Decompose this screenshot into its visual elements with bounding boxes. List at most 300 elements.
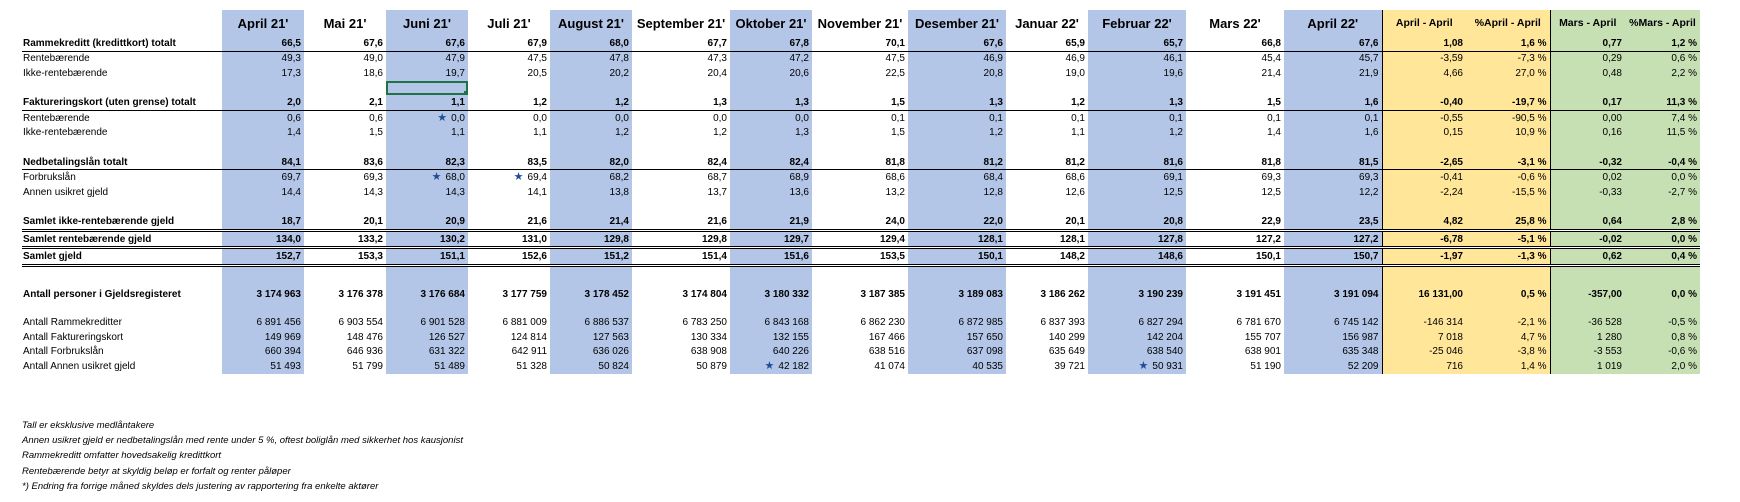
change-cell[interactable]: -0,55 xyxy=(1382,110,1466,125)
value-cell[interactable]: 67,6 xyxy=(304,36,386,51)
value-cell[interactable]: 12,2 xyxy=(1284,185,1382,200)
value-cell[interactable]: 83,5 xyxy=(468,155,550,170)
value-cell[interactable]: 67,9 xyxy=(468,36,550,51)
value-cell[interactable]: 69,3 xyxy=(1261,172,1281,184)
change-cell[interactable]: -3 553 xyxy=(1550,345,1625,360)
change-cell[interactable] xyxy=(1625,301,1700,316)
value-cell[interactable]: 21,9 xyxy=(730,214,812,230)
value-cell[interactable] xyxy=(1284,81,1382,96)
value-cell[interactable]: ★ 68,0 xyxy=(386,170,468,185)
value-cell[interactable]: 6 837 393 xyxy=(1040,317,1085,329)
value-cell[interactable]: 637 098 xyxy=(908,345,1006,360)
value-cell[interactable]: 13,7 xyxy=(707,186,727,198)
change-cell[interactable]: -0,4 % xyxy=(1625,155,1700,170)
value-cell[interactable]: 21,4 xyxy=(550,214,632,230)
value-cell[interactable]: 0,1 xyxy=(1267,112,1281,124)
change-cell[interactable] xyxy=(1382,81,1466,96)
value-cell[interactable]: 21,4 xyxy=(1261,67,1281,79)
value-cell[interactable]: 127,8 xyxy=(1088,230,1186,248)
month-header[interactable]: Juni 21' xyxy=(386,10,468,36)
value-cell[interactable] xyxy=(1088,81,1186,96)
value-cell[interactable]: 1,2 xyxy=(1006,95,1088,110)
value-cell[interactable]: 67,8 xyxy=(730,36,812,51)
value-cell[interactable]: 6 886 537 xyxy=(550,316,632,331)
value-cell[interactable] xyxy=(730,81,812,96)
value-cell[interactable] xyxy=(1284,140,1382,155)
value-cell[interactable]: 134,0 xyxy=(222,230,304,248)
value-cell[interactable]: 51 799 xyxy=(352,361,383,373)
value-cell[interactable]: 660 394 xyxy=(222,345,304,360)
change-cell[interactable]: 1,08 xyxy=(1382,36,1466,51)
value-cell[interactable]: 2,0 xyxy=(222,95,304,110)
value-cell[interactable]: 1,6 xyxy=(1284,95,1382,110)
value-cell[interactable] xyxy=(386,200,468,215)
value-cell[interactable]: 130 334 xyxy=(690,331,727,343)
value-cell[interactable] xyxy=(632,301,730,316)
value-cell[interactable]: 128,1 xyxy=(1006,230,1088,248)
month-header[interactable]: Mai 21' xyxy=(323,15,367,31)
value-cell[interactable]: 131,0 xyxy=(468,230,550,248)
change-cell[interactable]: 0,00 xyxy=(1550,110,1625,125)
value-cell[interactable]: 6 901 528 xyxy=(386,316,468,331)
value-cell[interactable] xyxy=(304,200,386,215)
value-cell[interactable]: 12,5 xyxy=(1088,185,1186,200)
value-cell[interactable] xyxy=(550,81,632,96)
value-cell[interactable]: 124 814 xyxy=(510,331,547,343)
value-cell[interactable]: 156 987 xyxy=(1284,330,1382,345)
row-label[interactable]: Rammekreditt (kredittkort) totalt xyxy=(22,36,222,51)
value-cell[interactable]: 6 745 142 xyxy=(1284,316,1382,331)
value-cell[interactable]: 69,7 xyxy=(222,170,304,185)
value-cell[interactable]: 3 191 094 xyxy=(1284,265,1382,301)
change-cell[interactable]: -0,6 % xyxy=(1466,170,1550,185)
value-cell[interactable]: 47,9 xyxy=(386,51,468,66)
row-label[interactable]: Ikke-rentebærende xyxy=(23,67,108,79)
value-cell[interactable]: 150,1 xyxy=(908,248,1006,266)
value-cell[interactable]: 68,9 xyxy=(730,170,812,185)
change-cell[interactable]: 16 131,00 xyxy=(1382,265,1466,301)
change-cell[interactable] xyxy=(1625,200,1700,215)
value-cell[interactable]: 1,5 xyxy=(812,95,908,110)
row-label[interactable] xyxy=(22,140,222,155)
value-cell[interactable] xyxy=(386,81,468,96)
value-cell[interactable]: 6 891 456 xyxy=(222,316,304,331)
value-cell[interactable] xyxy=(812,200,908,215)
value-cell[interactable]: 18,6 xyxy=(363,67,383,79)
value-cell[interactable]: 640 226 xyxy=(730,345,812,360)
value-cell[interactable]: 81,5 xyxy=(1284,155,1382,170)
value-cell[interactable]: 39 721 xyxy=(1054,361,1085,373)
value-cell[interactable]: 1,2 xyxy=(1088,126,1186,141)
row-label[interactable]: Faktureringskort (uten grense) totalt xyxy=(22,95,222,110)
value-cell[interactable]: 642 911 xyxy=(511,346,547,358)
value-cell[interactable]: 1,6 xyxy=(1284,126,1382,141)
month-header[interactable]: September 21' xyxy=(636,15,726,31)
value-cell[interactable]: 152,7 xyxy=(222,248,304,266)
change-cell[interactable]: -1,3 % xyxy=(1466,248,1550,266)
value-cell[interactable] xyxy=(1284,200,1382,215)
change-cell[interactable]: 0,29 xyxy=(1550,51,1625,66)
value-cell[interactable]: 50 824 xyxy=(550,359,632,374)
value-cell[interactable] xyxy=(304,301,386,316)
value-cell[interactable] xyxy=(632,140,730,155)
value-cell[interactable]: 82,3 xyxy=(386,155,468,170)
value-cell[interactable]: 69,3 xyxy=(363,172,383,184)
change-cell[interactable]: 7,4 % xyxy=(1625,110,1700,125)
value-cell[interactable]: ★ 69,4 xyxy=(513,171,547,184)
value-cell[interactable]: 127,2 xyxy=(1186,230,1284,248)
row-label[interactable] xyxy=(22,301,222,316)
value-cell[interactable] xyxy=(1186,301,1284,316)
value-cell[interactable]: 1,3 xyxy=(632,95,730,110)
value-cell[interactable] xyxy=(1186,200,1284,215)
value-cell[interactable]: 67,6 xyxy=(386,36,468,51)
change-cell[interactable]: -3,59 xyxy=(1382,51,1466,66)
value-cell[interactable]: 65,7 xyxy=(1088,36,1186,51)
value-cell[interactable]: 1,5 xyxy=(369,127,383,139)
value-cell[interactable]: 130,2 xyxy=(386,230,468,248)
value-cell[interactable]: 3 178 452 xyxy=(550,265,632,301)
value-cell[interactable]: 148 476 xyxy=(346,331,383,343)
value-cell[interactable]: 68,6 xyxy=(885,172,905,184)
change-cell[interactable]: 0,48 xyxy=(1550,66,1625,81)
value-cell[interactable]: 6 872 985 xyxy=(908,316,1006,331)
value-cell[interactable]: 635 649 xyxy=(1048,346,1085,358)
value-cell[interactable]: 3 174 963 xyxy=(222,265,304,301)
value-cell[interactable]: 1,2 xyxy=(713,127,727,139)
value-cell[interactable] xyxy=(1088,200,1186,215)
value-cell[interactable] xyxy=(386,301,468,316)
change-cell[interactable]: 0,64 xyxy=(1550,214,1625,230)
value-cell[interactable]: 65,9 xyxy=(1006,36,1088,51)
change-cell[interactable] xyxy=(1382,301,1466,316)
value-cell[interactable]: 1,3 xyxy=(908,95,1006,110)
value-cell[interactable] xyxy=(1186,140,1284,155)
value-cell[interactable]: 0,1 xyxy=(891,112,905,124)
value-cell[interactable]: 1,2 xyxy=(550,95,632,110)
value-cell[interactable]: 81,2 xyxy=(908,155,1006,170)
value-cell[interactable]: 140 299 xyxy=(1048,331,1085,343)
value-cell[interactable]: 81,8 xyxy=(812,155,908,170)
change-cell[interactable]: -357,00 xyxy=(1550,265,1625,301)
value-cell[interactable]: 636 026 xyxy=(550,345,632,360)
value-cell[interactable]: 46,1 xyxy=(1088,51,1186,66)
change-header[interactable]: %Mars - April xyxy=(1625,10,1700,36)
value-cell[interactable]: 1,2 xyxy=(550,126,632,141)
value-cell[interactable]: 20,8 xyxy=(908,66,1006,81)
value-cell[interactable]: 22,0 xyxy=(908,214,1006,230)
row-label[interactable]: Rentebærende xyxy=(23,53,90,65)
value-cell[interactable] xyxy=(386,140,468,155)
change-cell[interactable]: -2,7 % xyxy=(1625,185,1700,200)
row-label[interactable]: Annen usikret gjeld xyxy=(23,186,109,198)
value-cell[interactable]: 68,2 xyxy=(550,170,632,185)
value-cell[interactable] xyxy=(908,301,1006,316)
change-cell[interactable]: -0,32 xyxy=(1550,155,1625,170)
change-cell[interactable]: 0,16 xyxy=(1550,126,1625,141)
change-cell[interactable]: 1,6 % xyxy=(1466,36,1550,51)
value-cell[interactable] xyxy=(908,140,1006,155)
value-cell[interactable]: 6 903 554 xyxy=(338,317,383,329)
value-cell[interactable] xyxy=(550,301,632,316)
value-cell[interactable]: 84,1 xyxy=(222,155,304,170)
change-cell[interactable]: -146 314 xyxy=(1382,316,1466,331)
value-cell[interactable] xyxy=(550,140,632,155)
value-cell[interactable]: 49,0 xyxy=(363,53,383,65)
value-cell[interactable]: 1,4 xyxy=(1267,127,1281,139)
value-cell[interactable]: 14,1 xyxy=(527,186,547,198)
value-cell[interactable]: 1,1 xyxy=(533,127,547,139)
value-cell[interactable]: 67,6 xyxy=(908,36,1006,51)
value-cell[interactable]: 47,5 xyxy=(885,53,905,65)
value-cell[interactable]: 646 936 xyxy=(346,346,383,358)
value-cell[interactable] xyxy=(730,301,812,316)
value-cell[interactable]: 167 466 xyxy=(868,331,905,343)
change-cell[interactable]: -7,3 % xyxy=(1466,51,1550,66)
value-cell[interactable]: 21,6 xyxy=(468,214,550,230)
change-cell[interactable]: 0,02 xyxy=(1550,170,1625,185)
value-cell[interactable]: 151,4 xyxy=(632,248,730,266)
change-cell[interactable]: -2,65 xyxy=(1382,155,1466,170)
change-cell[interactable]: 4,82 xyxy=(1382,214,1466,230)
value-cell[interactable]: 47,5 xyxy=(527,53,547,65)
value-cell[interactable]: 21,6 xyxy=(632,214,730,230)
value-cell[interactable]: 20,4 xyxy=(707,67,727,79)
row-label[interactable]: Nedbetalingslån totalt xyxy=(22,155,222,170)
value-cell[interactable]: 12,8 xyxy=(908,185,1006,200)
value-cell[interactable]: 50 879 xyxy=(696,361,727,373)
value-cell[interactable]: 0,6 xyxy=(369,112,383,124)
value-cell[interactable]: 47,3 xyxy=(707,53,727,65)
value-cell[interactable]: 14,3 xyxy=(386,185,468,200)
value-cell[interactable] xyxy=(1006,81,1088,96)
value-cell[interactable]: 3 191 451 xyxy=(1236,288,1281,300)
value-cell[interactable]: 1,3 xyxy=(1088,95,1186,110)
value-cell[interactable]: 81,2 xyxy=(1006,155,1088,170)
value-cell[interactable]: 40 535 xyxy=(908,359,1006,374)
change-cell[interactable]: 0,0 % xyxy=(1625,265,1700,301)
value-cell[interactable]: 12,5 xyxy=(1261,186,1281,198)
change-cell[interactable]: -0,5 % xyxy=(1625,316,1700,331)
change-cell[interactable]: -3,8 % xyxy=(1466,345,1550,360)
value-cell[interactable]: 151,1 xyxy=(386,248,468,266)
change-cell[interactable]: -0,33 xyxy=(1550,185,1625,200)
change-cell[interactable]: 2,8 % xyxy=(1625,214,1700,230)
value-cell[interactable]: 150,1 xyxy=(1186,248,1284,266)
change-cell[interactable]: -2,1 % xyxy=(1466,316,1550,331)
value-cell[interactable]: 69,3 xyxy=(1284,170,1382,185)
change-cell[interactable]: 0,15 xyxy=(1382,126,1466,141)
value-cell[interactable]: 46,9 xyxy=(1065,53,1085,65)
value-cell[interactable] xyxy=(908,200,1006,215)
change-cell[interactable]: -0,40 xyxy=(1382,95,1466,110)
value-cell[interactable]: 638 901 xyxy=(1244,346,1281,358)
value-cell[interactable]: 3 176 684 xyxy=(386,265,468,301)
value-cell[interactable] xyxy=(1088,301,1186,316)
value-cell[interactable]: 151,2 xyxy=(550,248,632,266)
change-cell[interactable]: 0,5 % xyxy=(1466,265,1550,301)
row-label[interactable] xyxy=(22,81,222,96)
value-cell[interactable] xyxy=(908,81,1006,96)
row-label[interactable]: Samlet ikke-rentebærende gjeld xyxy=(22,214,222,230)
value-cell[interactable]: 1,2 xyxy=(468,95,550,110)
value-cell[interactable] xyxy=(1006,200,1088,215)
value-cell[interactable]: 127 563 xyxy=(550,330,632,345)
value-cell[interactable]: 0,0 xyxy=(533,112,547,124)
value-cell[interactable]: 638 516 xyxy=(868,346,905,358)
value-cell[interactable] xyxy=(468,200,550,215)
value-cell[interactable]: 129,7 xyxy=(730,230,812,248)
value-cell[interactable]: 638 908 xyxy=(690,346,727,358)
value-cell[interactable] xyxy=(1006,301,1088,316)
value-cell[interactable]: 133,2 xyxy=(304,230,386,248)
value-cell[interactable]: 1,5 xyxy=(891,127,905,139)
change-cell[interactable]: 0,62 xyxy=(1550,248,1625,266)
value-cell[interactable]: 152,6 xyxy=(468,248,550,266)
value-cell[interactable]: 150,7 xyxy=(1284,248,1382,266)
value-cell[interactable]: 0,1 xyxy=(1088,110,1186,125)
value-cell[interactable]: 51 190 xyxy=(1250,361,1281,373)
change-cell[interactable]: -15,5 % xyxy=(1466,185,1550,200)
row-label[interactable]: Antall Annen usikret gjeld xyxy=(23,361,136,373)
value-cell[interactable]: 6 843 168 xyxy=(730,316,812,331)
change-header[interactable]: April - April xyxy=(1382,10,1466,36)
value-cell[interactable]: 6 862 230 xyxy=(860,317,905,329)
value-cell[interactable]: 6 881 009 xyxy=(502,317,547,329)
month-header[interactable]: Mars 22' xyxy=(1209,15,1261,31)
value-cell[interactable]: 1,1 xyxy=(386,126,468,141)
month-header[interactable]: Februar 22' xyxy=(1088,10,1186,36)
value-cell[interactable]: 1,2 xyxy=(908,126,1006,141)
value-cell[interactable]: 1,3 xyxy=(730,95,812,110)
value-cell[interactable]: 13,6 xyxy=(730,185,812,200)
value-cell[interactable]: 69,1 xyxy=(1088,170,1186,185)
change-cell[interactable] xyxy=(1466,140,1550,155)
value-cell[interactable]: 153,5 xyxy=(812,248,908,266)
change-cell[interactable]: -2,24 xyxy=(1382,185,1466,200)
change-cell[interactable]: 4,66 xyxy=(1382,66,1466,81)
row-label[interactable]: Antall Rammekreditter xyxy=(23,317,122,329)
value-cell[interactable] xyxy=(222,140,304,155)
value-cell[interactable]: 3 180 332 xyxy=(730,265,812,301)
value-cell[interactable]: 20,1 xyxy=(1006,214,1088,230)
value-cell[interactable]: 129,8 xyxy=(632,230,730,248)
change-cell[interactable] xyxy=(1466,81,1550,96)
month-header[interactable]: Januar 22' xyxy=(1015,15,1079,31)
change-cell[interactable]: -0,02 xyxy=(1550,230,1625,248)
value-cell[interactable]: 0,0 xyxy=(730,110,812,125)
row-label[interactable]: Antall Faktureringskort xyxy=(23,331,124,343)
value-cell[interactable] xyxy=(1006,140,1088,155)
value-cell[interactable]: 68,4 xyxy=(908,170,1006,185)
value-cell[interactable]: 132 155 xyxy=(730,330,812,345)
value-cell[interactable]: 20,8 xyxy=(1088,214,1186,230)
value-cell[interactable] xyxy=(1186,81,1284,96)
change-cell[interactable]: 10,9 % xyxy=(1466,126,1550,141)
change-cell[interactable]: 1 019 xyxy=(1550,359,1625,374)
value-cell[interactable]: 51 328 xyxy=(516,361,547,373)
value-cell[interactable] xyxy=(468,301,550,316)
change-cell[interactable]: 27,0 % xyxy=(1466,66,1550,81)
value-cell[interactable]: 70,1 xyxy=(812,36,908,51)
value-cell[interactable]: 0,6 xyxy=(222,110,304,125)
change-cell[interactable]: 1,2 % xyxy=(1625,36,1700,51)
value-cell[interactable]: 13,8 xyxy=(550,185,632,200)
value-cell[interactable]: 127,2 xyxy=(1284,230,1382,248)
value-cell[interactable]: 81,8 xyxy=(1186,155,1284,170)
value-cell[interactable]: 151,6 xyxy=(730,248,812,266)
row-label[interactable]: Rentebærende xyxy=(23,112,90,124)
value-cell[interactable]: 68,0 xyxy=(550,36,632,51)
change-cell[interactable] xyxy=(1466,200,1550,215)
month-header[interactable]: November 21' xyxy=(817,15,903,31)
value-cell[interactable]: 0,0 xyxy=(713,112,727,124)
value-cell[interactable]: 67,7 xyxy=(632,36,730,51)
change-cell[interactable]: 4,7 % xyxy=(1466,330,1550,345)
value-cell[interactable] xyxy=(222,81,304,96)
value-cell[interactable]: 631 322 xyxy=(386,345,468,360)
month-header[interactable]: August 21' xyxy=(550,10,632,36)
value-cell[interactable]: 51 489 xyxy=(386,359,468,374)
change-cell[interactable] xyxy=(1625,140,1700,155)
value-cell[interactable]: 20,6 xyxy=(730,66,812,81)
change-cell[interactable]: -90,5 % xyxy=(1466,110,1550,125)
value-cell[interactable]: 1,3 xyxy=(730,126,812,141)
value-cell[interactable]: 83,6 xyxy=(304,155,386,170)
month-header[interactable]: April 21' xyxy=(222,10,304,36)
value-cell[interactable] xyxy=(1088,140,1186,155)
value-cell[interactable]: 19,7 xyxy=(386,66,468,81)
value-cell[interactable]: 18,7 xyxy=(222,214,304,230)
value-cell[interactable]: 148,2 xyxy=(1006,248,1088,266)
row-label[interactable]: Ikke-rentebærende xyxy=(23,127,108,139)
value-cell[interactable]: 82,0 xyxy=(550,155,632,170)
month-header[interactable]: Juli 21' xyxy=(487,15,531,31)
change-cell[interactable]: 1 280 xyxy=(1550,330,1625,345)
value-cell[interactable] xyxy=(304,140,386,155)
value-cell[interactable]: 20,1 xyxy=(304,214,386,230)
value-cell[interactable] xyxy=(812,81,908,96)
change-cell[interactable]: 0,0 % xyxy=(1625,170,1700,185)
value-cell[interactable]: 0,1 xyxy=(908,110,1006,125)
value-cell[interactable]: 19,6 xyxy=(1088,66,1186,81)
month-header[interactable]: Oktober 21' xyxy=(730,10,812,36)
row-label[interactable]: Forbrukslån xyxy=(23,172,76,184)
value-cell[interactable]: 1,5 xyxy=(1186,95,1284,110)
change-cell[interactable]: -1,97 xyxy=(1382,248,1466,266)
change-cell[interactable]: 11,3 % xyxy=(1625,95,1700,110)
value-cell[interactable]: 41 074 xyxy=(874,361,905,373)
value-cell[interactable] xyxy=(468,140,550,155)
value-cell[interactable] xyxy=(812,301,908,316)
change-cell[interactable]: -3,1 % xyxy=(1466,155,1550,170)
value-cell[interactable] xyxy=(468,81,550,96)
change-cell[interactable] xyxy=(1625,81,1700,96)
value-cell[interactable]: 66,5 xyxy=(222,36,304,51)
value-cell[interactable] xyxy=(730,140,812,155)
value-cell[interactable] xyxy=(304,81,386,96)
value-cell[interactable]: 155 707 xyxy=(1244,331,1281,343)
change-cell[interactable]: 2,0 % xyxy=(1625,359,1700,374)
value-cell[interactable] xyxy=(812,140,908,155)
value-cell[interactable]: 14,4 xyxy=(222,185,304,200)
value-cell[interactable]: 14,3 xyxy=(363,186,383,198)
value-cell[interactable]: 129,8 xyxy=(550,230,632,248)
value-cell[interactable] xyxy=(222,301,304,316)
value-cell[interactable] xyxy=(632,81,730,96)
value-cell[interactable]: 3 186 262 xyxy=(1040,288,1085,300)
change-cell[interactable] xyxy=(1466,301,1550,316)
